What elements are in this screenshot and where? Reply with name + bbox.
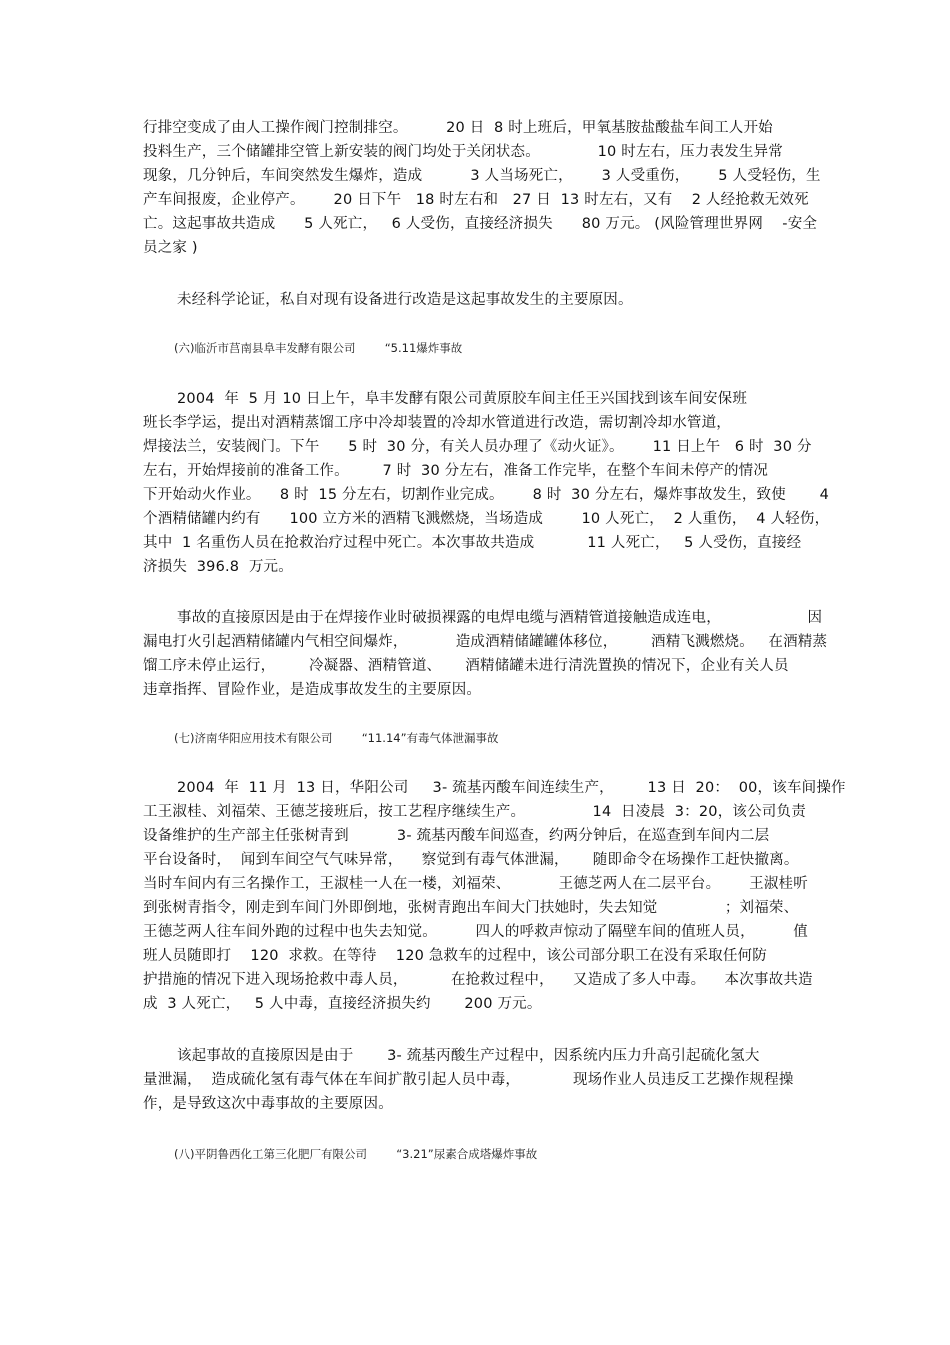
text-line: 未经科学论证，私自对现有设备进行改造是这起事故发生的主要原因。 bbox=[177, 292, 633, 308]
text-line: 其中 1 名重伤人员在抢救治疗过程中死亡。本次事故共造成 11 人死亡， 5 人受伤，直接经 bbox=[143, 535, 802, 551]
section-heading-8: (八)平阴鲁西化工第三化肥厂有限公司 “3.21”尿素合成塔爆炸事故 bbox=[174, 1147, 538, 1161]
text-line: 王德芝两人往车间外跑的过程中也失去知觉。 四人的呼救声惊动了隔壁车间的值班人员， 值 bbox=[143, 924, 808, 940]
text-line: 漏电打火引起酒精储罐内气相空间爆炸， 造成酒精储罐罐体移位， 酒精飞溅燃烧。 在酒精蒸 bbox=[143, 634, 828, 650]
text-line: 事故的直接原因是由于在焊接作业时破损裸露的电焊电缆与酒精管道接触造成连电， 因 bbox=[177, 610, 823, 626]
text-line: 亡。这起事故共造成 5 人死亡， 6 人受伤，直接经济损失 80 万元。 (风险管理世界网 -安全 bbox=[143, 216, 818, 232]
text-line: 馏工序未停止运行， 冷凝器、酒精管道、 酒精储罐未进行清洗置换的情况下，企业有关人员 bbox=[143, 658, 789, 674]
text-line: 作，是导致这次中毒事故的主要原因。 bbox=[143, 1096, 393, 1112]
text-line: 行排空变成了由人工操作阀门控制排空。 20 日 8 时上班后，甲氧基胺盐酸盐车间工人开始 bbox=[143, 120, 773, 136]
text-line: 下开始动火作业。 8 时 15 分左右，切割作业完成。 8 时 30 分左右，爆炸事故发生，致使 4 bbox=[143, 487, 830, 503]
text-line: 现象，几分钟后，车间突然发生爆炸，造成 3 人当场死亡， 3 人受重伤， 5 人受轻伤，生 bbox=[143, 168, 821, 184]
text-line: 平台设备时， 闻到车间空气气味异常， 察觉到有毒气体泄漏， 随即命令在场操作工赶快撤离。 bbox=[143, 852, 799, 868]
text-line: 到张树青指令，刚走到车间门外即倒地，张树青跑出车间大门扶她时，失去知觉 ；刘福荣、 bbox=[143, 900, 799, 916]
text-line: 左右，开始焊接前的准备工作。 7 时 30 分左右，准备工作完毕，在整个车间未停产的情况 bbox=[143, 463, 769, 479]
text-line: 焊接法兰，安装阀门。下午 5 时 30 分，有关人员办理了《动火证》。 11 日上午 6 时 30 分 bbox=[143, 439, 812, 455]
text-line: 2004 年 11 月 13 日，华阳公司 3- 巯基丙酸车间连续生产， 13 日 20： 00，该车间操作 bbox=[177, 780, 846, 796]
text-line: 护措施的情况下进入现场抢救中毒人员， 在抢救过程中， 又造成了多人中毒。 本次事故共造 bbox=[143, 972, 813, 988]
text-line: 济损失 396.8 万元。 bbox=[143, 559, 293, 575]
text-line: 投料生产，三个储罐排空管上新安装的阀门均处于关闭状态。 10 时左右，压力表发生异常 bbox=[143, 144, 783, 160]
text-line: 2004 年 5 月 10 日上午，阜丰发酵有限公司黄原胶车间主任王兴国找到该车间安保班 bbox=[177, 391, 748, 407]
text-line: 成 3 人死亡， 5 人中毒，直接经济损失约 200 万元。 bbox=[143, 996, 542, 1012]
section-heading-6: (六)临沂市莒南县阜丰发酵有限公司 “5.11爆炸事故 bbox=[174, 341, 463, 355]
text-line: 工王淑桂、刘福荣、王德芝接班后，按工艺程序继续生产。 14 日凌晨 3：20，该公司负责 bbox=[143, 804, 806, 820]
text-line: 个酒精储罐内约有 100 立方米的酒精飞溅燃烧，当场造成 10 人死亡， 2 人重伤， 4 人轻伤， bbox=[143, 511, 830, 527]
text-line: 该起事故的直接原因是由于 3- 巯基丙酸生产过程中，因系统内压力升高引起硫化氢大 bbox=[177, 1048, 760, 1064]
text-line: 当时车间内有三名操作工，王淑桂一人在一楼，刘福荣、 王德芝两人在二层平台。 王淑桂听 bbox=[143, 876, 808, 892]
text-line: 违章指挥、冒险作业，是造成事故发生的主要原因。 bbox=[143, 682, 482, 698]
text-line: 量泄漏， 造成硫化氢有毒气体在车间扩散引起人员中毒， 现场作业人员违反工艺操作规程操 bbox=[143, 1072, 794, 1088]
section-heading-7: (七)济南华阳应用技术有限公司 “11.14”有毒气体泄漏事故 bbox=[174, 731, 499, 745]
text-line: 设备维护的生产部主任张树青到 3- 巯基丙酸车间巡查，约两分钟后，在巡查到车间内二层 bbox=[143, 828, 770, 844]
text-line: 班长李学运，提出对酒精蒸馏工序中冷却装置的冷却水管道进行改造，需切割冷却水管道， bbox=[143, 415, 731, 431]
text-line: 产车间报废，企业停产。 20 日下午 18 时左右和 27 日 13 时左右，又有 2 人经抢救无效死 bbox=[143, 192, 809, 208]
text-line: 班人员随即打 120 求救。在等待 120 急救车的过程中，该公司部分职工在没有采取任何防 bbox=[143, 948, 767, 964]
text-line: 员之家 ) bbox=[143, 240, 198, 256]
